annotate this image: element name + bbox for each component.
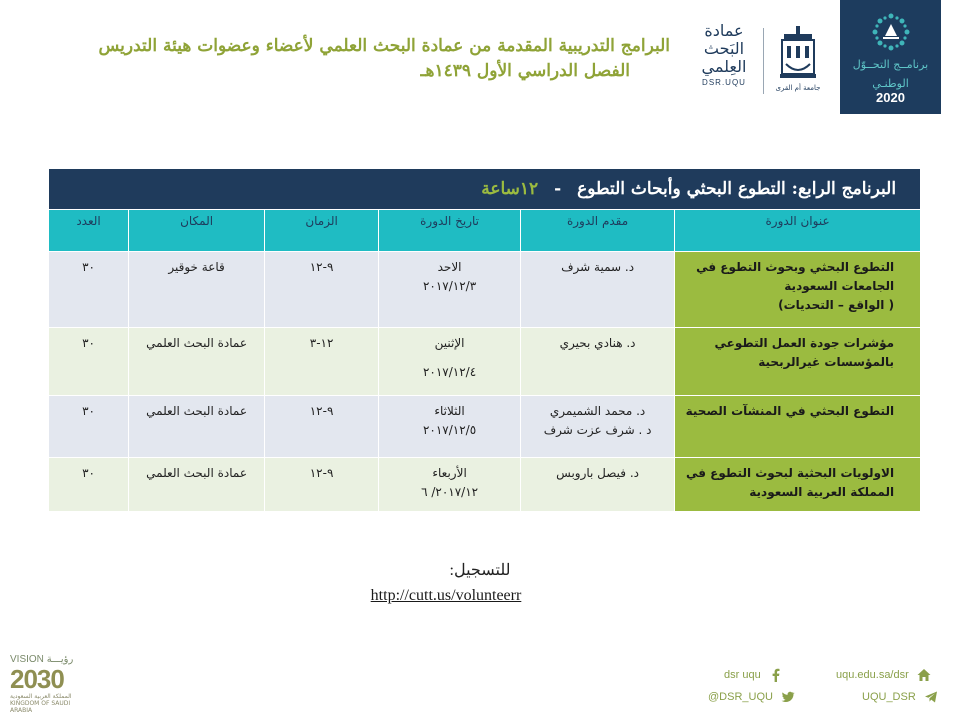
header-presenter: مقدم الدورة [521,210,675,252]
header-time: الزمان [265,210,379,252]
program-hours: ١٢ساعة [481,179,539,199]
title-line-2: الفصل الدراسي الأول ١٤٣٩هـ [420,61,630,81]
deanship-logo-line3: العِلمي [701,57,747,76]
course-title-cell [675,328,921,396]
date-cell [379,458,521,512]
date-value: ٢٠١٧/١٢/ ٦ [421,485,479,499]
course-title-line: مؤشرات جودة العمل التطوعي [714,336,895,350]
presenter-cell [521,252,675,328]
presenter-cell [521,396,675,458]
date-day: الاحد [437,260,462,274]
count-cell: ٣٠ [49,252,129,328]
count-cell: ٣٠ [49,328,129,396]
website-url: uqu.edu.sa/dsr [836,668,909,681]
date-day: الأربعاء [432,466,467,480]
table-row [49,252,921,328]
home-icon [917,668,931,682]
place-cell: عمادة البحث العلمي [129,328,265,396]
university-emblem-icon [778,24,818,82]
header-title [30,34,670,84]
course-title-line: الاولويات البحثية لبحوث التطوع في [685,466,895,480]
date-value: ٢٠١٧/١٢/٣ [422,279,477,293]
deanship-logo-line1: عمادة [704,21,744,40]
course-title-line: المملكة العربية السعودية [749,485,895,499]
deanship-logo-code: DSR.UQU [702,78,746,87]
facebook-icon [769,668,783,682]
presenter-name: د. هنادي بحيري [559,336,636,350]
website-link[interactable] [836,668,931,682]
telegram-icon [924,690,938,704]
deanship-logo [692,22,756,100]
course-title-cell [675,252,921,328]
program-title: البرنامج الرابع: التطوع البحثي وأبحاث التطوع [577,179,897,199]
telegram-handle: UQU_DSR [862,690,916,703]
facebook-handle: dsr uqu [724,668,761,681]
registration-label: للتسجيل: [449,562,511,579]
twitter-link[interactable] [708,690,795,704]
date-cell [379,252,521,328]
program-dash: - [554,179,562,199]
title-line-1: البرامج التدريبية المقدمة من عمادة البحث العلمي لأعضاء وعضوات هيئة التدريس [98,36,670,56]
course-title-line: بالمؤسسات غيرالربحية [758,355,895,369]
date-day: الإثنين [434,336,465,350]
place-cell: قاعة خوقير [129,252,265,328]
program-table [48,168,921,512]
date-day: الثلاثاء [434,404,465,418]
vision-2030-logo [10,654,94,714]
vision-program-line2: الوطنـي [872,77,909,90]
time-cell: ٩-١٢ [265,396,379,458]
course-title-line: التطوع البحثي وبحوث التطوع في [696,260,895,274]
course-title-cell [675,396,921,458]
logo-divider [763,28,764,94]
vision-program-line1: برنامــج التحــوّل [852,58,929,71]
presenter-name: د. محمد الشميمري [549,404,646,418]
twitter-handle: @DSR_UQU [708,690,773,703]
vision-program-emblem-icon [871,12,911,52]
time-cell: ٩-١٢ [265,252,379,328]
place-cell: عمادة البحث العلمي [129,396,265,458]
date-cell [379,396,521,458]
table-row [49,458,921,512]
date-value: ٢٠١٧/١٢/٥ [422,423,477,437]
course-title-cell [675,458,921,512]
twitter-icon [781,690,795,704]
table-row [49,328,921,396]
facebook-link[interactable] [724,668,783,682]
header-place: المكان [129,210,265,252]
vision-2030-year: 2030 [10,664,64,694]
time-cell: ٩-١٢ [265,458,379,512]
header-date: تاريخ الدورة [379,210,521,252]
header-count: العدد [49,210,129,252]
count-cell: ٣٠ [49,396,129,458]
header-course-title: عنوان الدورة [675,210,921,252]
presenter-cell [521,328,675,396]
vision-2030-top: VISION رؤيـــة [10,654,74,665]
deanship-logo-line2: البَحث [703,39,745,58]
date-value: ٢٠١٧/١٢/٤ [422,365,477,379]
presenter-cell [521,458,675,512]
university-name: جامعة أم القرى [775,84,821,92]
time-cell: ١٢-٣ [265,328,379,396]
registration-link[interactable]: http://cutt.us/volunteerr [370,587,522,604]
table-row [49,396,921,458]
place-cell: عمادة البحث العلمي [129,458,265,512]
presenter-name: د . شرف عزت شرف [543,423,652,437]
university-logo [770,24,826,100]
course-title-line: الجامعات السعودية [784,279,895,293]
presenter-name: د. سمية شرف [561,260,635,274]
telegram-link[interactable] [862,690,938,704]
program-banner [49,169,921,210]
count-cell: ٣٠ [49,458,129,512]
vision-program-logo [840,0,941,114]
vision-program-year: 2020 [876,90,905,105]
vision-2030-subtitle: المملكة العربية السعودية KINGDOM OF SAUDI ARABIA [10,693,72,714]
date-cell [379,328,521,396]
course-title-line: التطوع البحثي في المنشآت الصحية [685,404,895,418]
presenter-name: د. فيصل باروبس [556,466,640,480]
course-title-line: ( الواقع – التحديات) [778,298,895,312]
